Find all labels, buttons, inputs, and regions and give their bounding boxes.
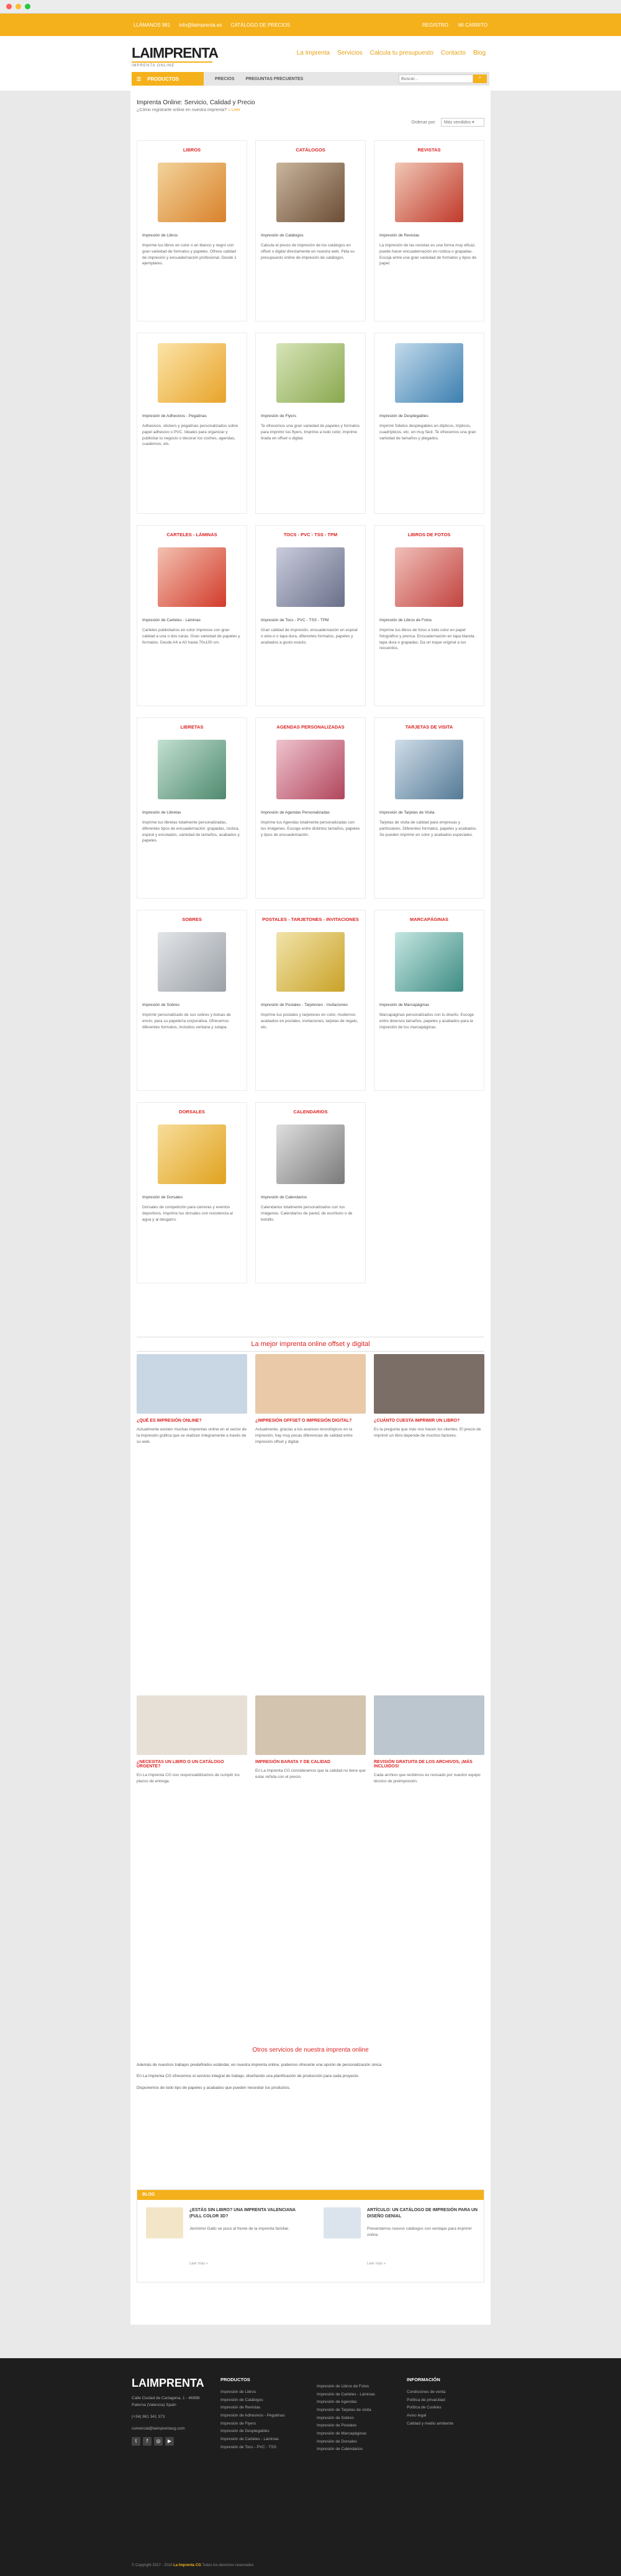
other-services-title: Otros servicios de nuestra imprenta online [252, 2047, 369, 2053]
article-text: Es la pregunta que más nos hacen los clientes. El precio de imprimir un libro depende de muchos factores. [374, 1427, 481, 1438]
product-image[interactable] [261, 928, 360, 995]
subnav-precios[interactable]: PRECIOS [215, 76, 235, 81]
article [255, 1354, 366, 1720]
article-title: ¿IMPRESIÓN OFFSET O IMPRESIÓN DIGITAL? [255, 1419, 352, 1423]
product-card[interactable] [137, 1102, 247, 1283]
product-card[interactable] [374, 910, 484, 1091]
page-subtitle: ¿Cómo registrarte online en nuestra imprenta? » Leer [137, 108, 240, 112]
footer-link[interactable]: Impresión de Flyers [220, 2421, 256, 2426]
footer-link[interactable]: Impresión de Tocs - PVC - TSS [220, 2444, 277, 2449]
footer-link[interactable]: Condiciones de venta [407, 2390, 446, 2394]
product-category-title[interactable]: REVISTAS [417, 147, 441, 153]
article-text: En La Imprenta CG consideramos que la calidad no tiene que estar reñida con el precio. [255, 1769, 366, 1780]
product-card[interactable] [137, 717, 247, 899]
product-name[interactable]: Impresión de Libretas [142, 810, 181, 815]
article-text: En La Imprenta CG nos responsabilizamos de cumplir los plazos de entrega. [137, 1773, 240, 1784]
footer-link[interactable]: Impresión de Carteles - Láminas [317, 2392, 375, 2397]
search-box [399, 74, 487, 83]
article [374, 1695, 484, 2062]
post-title[interactable]: ARTÍCULO: UN CATÁLOGO DE IMPRESIÓN PARA UN DISEÑO GENIAL [367, 2208, 478, 2219]
post-image [324, 2207, 361, 2238]
footer-link[interactable]: Impresión de Dorsales [317, 2439, 358, 2444]
product-name[interactable]: Impresión de Libros de Fotos [379, 618, 432, 622]
article-image [137, 1695, 247, 1755]
blog-post[interactable] [324, 2207, 485, 2276]
product-category-title[interactable]: CATÁLOGOS [296, 147, 325, 153]
footer-link[interactable]: Política de privacidad [407, 2397, 445, 2402]
product-image[interactable] [261, 1121, 360, 1188]
product-card[interactable] [255, 910, 366, 1091]
product-image[interactable] [379, 736, 479, 803]
product-name[interactable]: Impresión de Catálogos [261, 233, 304, 238]
product-category-title[interactable]: SOBRES [182, 917, 202, 922]
product-description: Marcapáginas personalizados con tu diseño. Escoge entre diversos tamaños, papeles y acabados para la impresión de tus marcapáginas. [379, 1013, 474, 1030]
product-card[interactable] [255, 525, 366, 706]
section-title: La mejor imprenta online offset y digital [137, 1337, 484, 1352]
footer-logo[interactable]: LAIMPRENTA [132, 2377, 204, 2389]
header [0, 36, 621, 91]
footer-link[interactable]: Impresión de Sobres [317, 2415, 354, 2420]
product-grid [137, 140, 484, 1283]
footer-link[interactable]: Impresión de Libros [220, 2390, 256, 2394]
top-bar [0, 14, 621, 36]
chevron-down-icon: ▾ [472, 120, 474, 125]
product-image[interactable] [261, 544, 360, 611]
product-description: Adhesivos, stickers y pegatinas personalizados sobre papel adhesivo o PVC. Ideales para organizar y publicitar tu negocio o decorar los coches, agendas, cuadernos, etc. [142, 424, 238, 447]
product-image[interactable] [142, 736, 242, 803]
nav-la-imprenta[interactable]: La Imprenta [296, 50, 330, 56]
sort-label: Ordenar por: [411, 120, 436, 125]
product-description: Dorsales de competición para carreras y eventos deportivos. Imprime tus dorsales con resistencia al agua y al desgarro. [142, 1205, 233, 1222]
product-image[interactable] [379, 544, 479, 611]
product-description: Calcula el precio de impresión de los catálogos en offset o digital directamente en nuestra web. Pida su presupuesto online de impresión de catálogos. [261, 243, 355, 260]
product-image[interactable] [261, 339, 360, 406]
product-image[interactable] [261, 159, 360, 226]
product-card[interactable] [374, 333, 484, 514]
product-image[interactable] [379, 339, 479, 406]
product-category-title[interactable]: DORSALES [179, 1109, 205, 1115]
product-name[interactable]: Impresión de Sobres [142, 1003, 179, 1007]
catalog-link[interactable]: CATÁLOGO DE PRECIOS [230, 22, 291, 28]
article-title: IMPRESIÓN BARATA Y DE CALIDAD [255, 1760, 330, 1764]
cart-link[interactable]: MI CARRITO [458, 22, 487, 28]
email-link[interactable]: info@laimprenta.es [179, 22, 222, 28]
product-card[interactable] [137, 525, 247, 706]
subnav-faq[interactable]: PREGUNTAS FRECUENTES [245, 76, 304, 81]
product-description: Imprime tus libretas totalmente personalizadas, diferentes tipos de encuadernación: grapadas, rústica, espiral y encolados, variedad de tamaños, acabados y papeles. [142, 820, 240, 843]
product-name[interactable]: Impresión de Agendas Personalizadas [261, 810, 330, 815]
product-image[interactable] [142, 544, 242, 611]
search-icon[interactable]: ⌕ [473, 74, 487, 83]
article-image [374, 1354, 484, 1414]
footer-link[interactable]: Aviso legal [407, 2413, 427, 2418]
product-description: La impresión de las revistas es una forma muy eficaz, puede hacer encuadernación en rústica o grapadas. Escoja entre una gran variedad de formatos y tipos de papel. [379, 243, 477, 266]
product-name[interactable]: Impresión de Revistas [379, 233, 420, 238]
footer-link[interactable]: Política de Cookies [407, 2405, 442, 2410]
blog-header: BLOG [137, 2190, 484, 2200]
product-card[interactable] [374, 717, 484, 899]
product-card[interactable] [374, 525, 484, 706]
footer-link[interactable]: Impresión de Postales [317, 2423, 357, 2428]
product-category-title[interactable]: CALENDARIOS [293, 1109, 328, 1115]
facebook-icon[interactable]: f [143, 2437, 152, 2446]
product-image[interactable] [379, 159, 479, 226]
nav-contacto[interactable]: Contacto [440, 50, 466, 56]
youtube-icon[interactable]: ▶ [165, 2437, 174, 2446]
product-description: Imprime tus libros de fotos a todo color en papel fotográfico y prensa. Encuadernación en tapa blanda, tapa dura o grapadas. Da un toque original a tus recuerdos. [379, 628, 476, 651]
product-description: Imprimir folletos desplegables en dípticos, trípticos, cuadrípticos, etc. en muy fácil. Te ofrecemos una gran variedad de tamaños y plegados. [379, 424, 476, 441]
product-name[interactable]: Impresión de Tarjetas de Visita [379, 810, 435, 815]
post-desc: Jerónimo Gallo se puso al frente de la imprenta familiar. [189, 2227, 289, 2231]
product-card[interactable] [255, 717, 366, 899]
footer-link[interactable]: Impresión de Calendarios [317, 2447, 363, 2452]
product-description: Tarjetas de visita de calidad para empresas y particulares. Diferentes formatos, papeles y acabados. Se pueden imprimir en color y acabados especiales. [379, 820, 478, 837]
other-services-p3: Disponemos de todo tipo de papeles y acabados que pueden necesitar tus productos. [137, 2085, 291, 2090]
product-category-title[interactable]: POSTALES - TARJETONES - INVITACIONES [262, 917, 359, 922]
post-image [146, 2207, 183, 2238]
product-name[interactable]: Impresión de Marcapáginas [379, 1003, 430, 1007]
product-category-title[interactable]: TARJETAS DE VISITA [405, 724, 453, 730]
blog-box [137, 2189, 484, 2282]
footer-address: Calle Ciudad de Cartagena, 1 - 46988 Paterna (Valencia) Spain [132, 2396, 200, 2408]
minimize-dot-icon[interactable] [16, 4, 21, 9]
article-image [255, 1354, 366, 1414]
article [137, 1354, 247, 1720]
product-description: Calendarios totalmente personalizados con tus imágenes. Calendarios de pared, de escritorio o de bolsillo. [261, 1205, 353, 1222]
footer-col-products-2 [317, 2377, 410, 2454]
product-image[interactable] [379, 928, 479, 995]
product-name[interactable]: Impresión de Desplegables [379, 414, 428, 418]
footer-col-info: INFORMACIÓN Condiciones de venta Política de privacidad Política de Cookies Aviso legal Calidad y medio ambiente [407, 2377, 494, 2428]
product-card[interactable] [137, 140, 247, 321]
product-card[interactable] [255, 140, 366, 321]
footer-link[interactable]: Impresión de Tarjetas de visita [317, 2408, 371, 2413]
footer-link[interactable]: Impresión de Carteles - Láminas [220, 2437, 279, 2442]
copyright: © Copyright 2017 - 2018 La Imprenta CG Todos los derechos reservados [132, 2564, 254, 2567]
footer-link[interactable]: Impresión de Desplegables [220, 2429, 270, 2434]
footer-col-products: PRODUCTOS Impresión de Libros Impresión de Catálogos Impresión de Revistas Impresión de Adhesivos - Pegatinas Impresión de Flyers Impresión de Desplegables Impresión de Carteles - Láminas Impresión de Tocs - PVC - TSS [220, 2377, 314, 2451]
footer-link[interactable]: Impresión de Agendas [317, 2400, 357, 2405]
product-category-title[interactable]: LIBROS DE FOTOS [407, 532, 451, 537]
product-description: Imprime tus postales y tarjetones en color, modernos acabados en postales, invitaciones, tarjetas de regalo, etc. [261, 1013, 358, 1030]
register-link[interactable]: REGISTRO [422, 22, 448, 28]
articles-grid [137, 1354, 484, 2062]
article-image [374, 1695, 484, 1755]
other-services [137, 2047, 484, 2096]
article [374, 1354, 484, 1720]
main-nav [297, 50, 486, 56]
menu-icon: ☰ [137, 76, 142, 82]
article-title: ¿NECESITAS UN LIBRO O UN CATÁLOGO URGENTE? [137, 1760, 224, 1769]
post-desc: Presentamos nuevos catálogos con ventajas para imprimir online. [367, 2227, 472, 2237]
article [137, 1695, 247, 2062]
twitter-icon[interactable]: t [132, 2437, 140, 2446]
product-category-title[interactable]: CARTELES - LÁMINAS [166, 532, 217, 537]
article-image [137, 1354, 247, 1414]
product-name[interactable]: Impresión de Dorsales [142, 1195, 183, 1200]
footer-contact [132, 2377, 212, 2446]
post-link[interactable]: Leer más » [189, 2262, 209, 2266]
blog-post[interactable] [146, 2207, 307, 2276]
logo[interactable]: LAIMPRENTA IMPRENTA ONLINE [132, 45, 219, 68]
main-content [130, 91, 491, 2325]
product-card[interactable] [137, 910, 247, 1091]
read-more-link[interactable]: » Leer [228, 108, 240, 112]
product-description: Imprime tus Agendas totalmente personalizadas con tus imágenes. Escoge entre distintos tamaños, papeles y tipos de encuadernación. [261, 820, 360, 837]
product-image[interactable] [142, 1121, 242, 1188]
other-services-p1: Además de nuestros trabajos predefinidos estándar, en nuestra imprenta online, podemos ofrecerte una opción de personalización única. [137, 2063, 383, 2067]
instagram-icon[interactable]: ◎ [154, 2437, 163, 2446]
close-dot-icon[interactable] [6, 4, 12, 9]
product-description: Carteles publicitarios en color impresos con gran calidad a una o dos caras. Gran variedad de papeles y formatos. Desde A4 a A0 hasta 70x100 cm. [142, 628, 240, 645]
article-title: ¿QUÉ ES IMPRESIÓN ONLINE? [137, 1419, 202, 1423]
product-name[interactable]: Impresión de Carteles - Láminas [142, 618, 201, 622]
product-name[interactable]: Impresión de Adhesivos - Pegatinas [142, 414, 207, 418]
product-name[interactable]: Impresión de Postales - Tarjetones - Invitaciones [261, 1003, 348, 1007]
nav-presupuesto[interactable]: Calcula tu presupuesto [369, 50, 433, 56]
footer-link[interactable]: Impresión de Adhesivos - Pegatinas [220, 2413, 285, 2418]
maximize-dot-icon[interactable] [25, 4, 30, 9]
article-text: Actualmente existen muchas imprentas online en el sector de la impresión gráfica que se realizan íntegramente a través de su web. [137, 1427, 247, 1445]
product-category-title[interactable]: MARCAPÁGINAS [409, 917, 449, 922]
sub-nav [132, 72, 489, 86]
footer-link[interactable]: Impresión de Revistas [220, 2405, 261, 2410]
footer-phone[interactable]: (+34) 961 341 373 [132, 2415, 165, 2420]
post-link[interactable]: Leer más » [367, 2262, 386, 2266]
product-image[interactable] [142, 339, 242, 406]
footer-link[interactable]: Impresión de Libros de Fotos [317, 2384, 369, 2389]
article [255, 1695, 366, 2062]
product-name[interactable]: Impresión de Tocs - PVC - TSS - TPM [261, 618, 329, 622]
categories-button[interactable]: ☰ PRODUCTOS [132, 72, 204, 86]
sort-select[interactable]: Más vendidos ▾ [441, 118, 484, 127]
product-description: Imprimir personalizado de sus sobres y bolsas de envío, para su papelería corporativa. Ofrecemos diferentes formatos, incluidos ventana y solapa. [142, 1013, 231, 1030]
nav-blog[interactable]: Blog [473, 50, 486, 56]
footer-link[interactable]: Impresión de Catálogos [220, 2397, 263, 2402]
article-title: REVISIÓN GRATUITA DE LOS ARCHIVOS, ¡MÁS INCLUIDOS! [374, 1760, 473, 1769]
product-card[interactable] [255, 1102, 366, 1283]
footer-link[interactable]: Impresión de Marcapáginas [317, 2431, 367, 2436]
phone-link[interactable]: LLÁMANOS 981 [134, 22, 171, 28]
product-category-title[interactable]: TOCS - PVC - TSS - TPM [283, 532, 338, 537]
product-description: Gran calidad de impresión, encuadernación en espiral o wire-o o tapa dura, diferentes formatos, papeles y acabados a gusto exacto. [261, 628, 358, 645]
page-title: Imprenta Online: Servicio, Calidad y Precio [137, 99, 255, 106]
product-category-title[interactable]: LIBROS [183, 147, 201, 153]
article-title: ¿CUÁNTO CUESTA IMPRIMIR UN LIBRO? [374, 1419, 460, 1423]
search-input[interactable] [399, 74, 473, 83]
nav-servicios[interactable]: Servicios [337, 50, 363, 56]
sort-control [411, 118, 484, 127]
product-image[interactable] [142, 159, 242, 226]
product-description: Imprime tus libros en color o en blanco y negro con gran variedad de formatos y papeles. Ofrece calidad de impresión y encuadernación profesional. Desde 1 ejemplares. [142, 243, 237, 266]
product-card[interactable] [137, 333, 247, 514]
other-services-p2: En La Imprenta CG ofrecemos el servicio integral de trabajo, diseñando una planificación de producción para cada proyecto. [137, 2074, 360, 2079]
footer-email[interactable]: comercial@laimprentacg.com [132, 2426, 185, 2431]
footer-link[interactable]: Calidad y medio ambiente [407, 2421, 454, 2426]
product-card[interactable] [255, 333, 366, 514]
product-image[interactable] [142, 928, 242, 995]
product-name[interactable]: Impresión de Flyers [261, 414, 297, 418]
article-image [255, 1695, 366, 1755]
product-description: Te ofrecemos una gran variedad de papeles y formatos para imprimir tus flyers. Imprime a todo color, imprime tirada en offset o digital. [261, 424, 360, 441]
product-card[interactable] [374, 140, 484, 321]
footer [0, 2358, 621, 2576]
post-title[interactable]: ¿ESTÁS SIN LIBRO? UNA IMPRENTA VALENCIANA (FULL COLOR 3D? [189, 2208, 296, 2219]
product-name[interactable]: Impresión de Libros [142, 233, 178, 238]
product-category-title[interactable]: LIBRETAS [180, 724, 204, 730]
browser-chrome [0, 0, 621, 14]
product-name[interactable]: Impresión de Calendarios [261, 1195, 307, 1200]
product-image[interactable] [261, 736, 360, 803]
article-text: Cada archivo que recibimos es revisado por nuestro equipo técnico de preimpresión. [374, 1773, 481, 1784]
product-category-title[interactable]: AGENDAS PERSONALIZADAS [276, 724, 345, 730]
article-text: Actualmente, gracias a los avances tecnológicos en la impresión, hay muy pocas diferencias de calidad entre impresión offset y digital. [255, 1427, 353, 1445]
